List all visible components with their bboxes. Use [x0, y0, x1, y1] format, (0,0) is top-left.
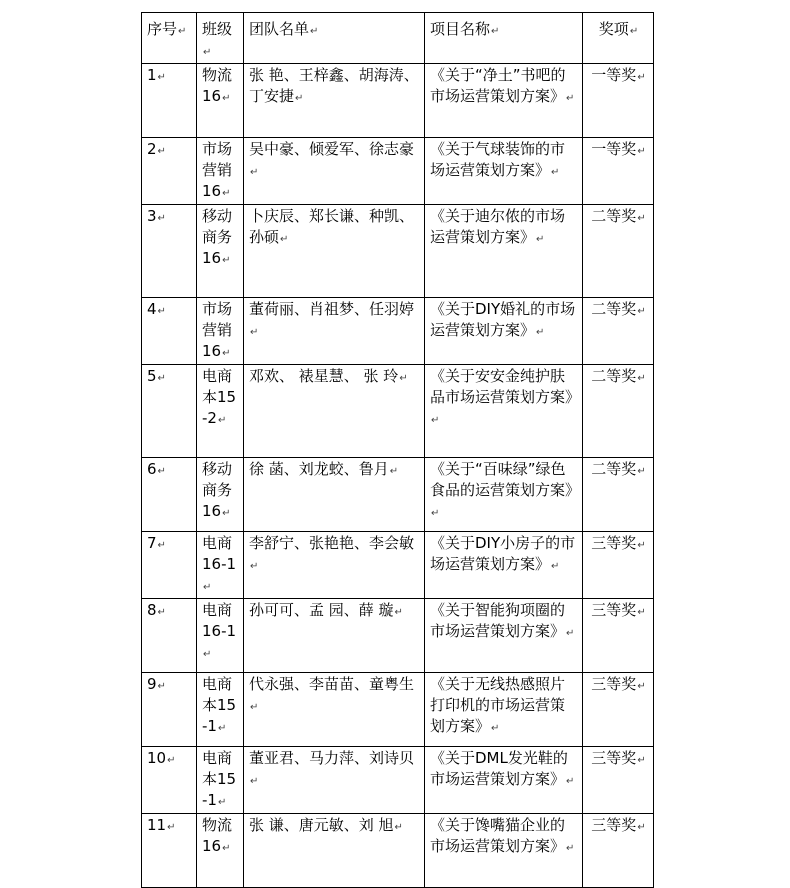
row-team: 张 谦、唐元敏、刘 旭↵ [244, 814, 425, 888]
table-row [142, 298, 654, 365]
row-project: 《关于气球装饰的市场运营策划方案》↵ [425, 138, 583, 205]
row-project: 《关于安安金纯护肤品市场运营策划方案》↵ [425, 365, 583, 458]
row-team: 董亚君、马力萍、刘诗贝↵ [244, 747, 425, 814]
row-number: 7↵ [142, 532, 197, 599]
row-number: 4↵ [142, 298, 197, 365]
row-project: 《关于“净土”书吧的市场运营策划方案》↵ [425, 64, 583, 138]
row-project: 《关于DML发光鞋的市场运营策划方案》↵ [425, 747, 583, 814]
row-team: 吴中豪、倾爱军、徐志豪↵ [244, 138, 425, 205]
row-class: 电商16-1↵ [197, 599, 244, 673]
row-award: 二等奖↵ [583, 205, 654, 298]
row-class: 市场营销16↵ [197, 138, 244, 205]
row-class: 物流16↵ [197, 64, 244, 138]
header-project: 项目名称↵ [425, 13, 583, 64]
table-row [142, 205, 654, 298]
row-class: 电商本15-1↵ [197, 673, 244, 747]
row-class: 移动商务16↵ [197, 458, 244, 532]
row-award: 三等奖↵ [583, 673, 654, 747]
table-row [142, 458, 654, 532]
row-award: 二等奖↵ [583, 458, 654, 532]
header-row [142, 13, 654, 64]
header-class: 班级↵ [197, 13, 244, 64]
row-class: 市场营销16↵ [197, 298, 244, 365]
row-number: 6↵ [142, 458, 197, 532]
row-team: 李舒宁、张艳艳、李会敏↵ [244, 532, 425, 599]
table-row [142, 365, 654, 458]
row-award: 三等奖↵ [583, 599, 654, 673]
row-project: 《关于迪尔侬的市场运营策划方案》↵ [425, 205, 583, 298]
header-team: 团队名单↵ [244, 13, 425, 64]
row-number: 3↵ [142, 205, 197, 298]
row-award: 二等奖↵ [583, 298, 654, 365]
row-number: 9↵ [142, 673, 197, 747]
row-team: 董荷丽、肖祖梦、任羽婷↵ [244, 298, 425, 365]
row-project: 《关于无线热感照片打印机的市场运营策划方案》↵ [425, 673, 583, 747]
row-class: 电商本15-1↵ [197, 747, 244, 814]
row-award: 三等奖↵ [583, 532, 654, 599]
row-team: 徐 菡、刘龙蛟、鲁月↵ [244, 458, 425, 532]
row-number: 2↵ [142, 138, 197, 205]
row-project: 《关于智能狗项圈的市场运营策划方案》↵ [425, 599, 583, 673]
row-number: 8↵ [142, 599, 197, 673]
row-team: 卜庆辰、郑长谦、种凯、孙硕↵ [244, 205, 425, 298]
table-row [142, 747, 654, 814]
header-no: 序号↵ [142, 13, 197, 64]
row-number: 5↵ [142, 365, 197, 458]
row-award: 二等奖↵ [583, 365, 654, 458]
row-class: 物流16↵ [197, 814, 244, 888]
table-row [142, 673, 654, 747]
table-row [142, 599, 654, 673]
row-award: 三等奖↵ [583, 747, 654, 814]
row-number: 11↵ [142, 814, 197, 888]
header-award: 奖项↵ [583, 13, 654, 64]
row-team: 邓欢、 裱星慧、 张 玲↵ [244, 365, 425, 458]
table-row [142, 532, 654, 599]
row-project: 《关于DIY小房子的市场运营策划方案》↵ [425, 532, 583, 599]
row-project: 《关于DIY婚礼的市场运营策划方案》↵ [425, 298, 583, 365]
row-project: 《关于馋嘴猫企业的市场运营策划方案》↵ [425, 814, 583, 888]
row-team: 孙可可、孟 园、薛 璇↵ [244, 599, 425, 673]
row-award: 一等奖↵ [583, 64, 654, 138]
row-team: 张 艳、王梓鑫、胡海涛、丁安捷↵ [244, 64, 425, 138]
row-team: 代永强、李苗苗、童粤生↵ [244, 673, 425, 747]
row-number: 10↵ [142, 747, 197, 814]
row-number: 1↵ [142, 64, 197, 138]
table-row [142, 64, 654, 138]
awards-table [141, 12, 654, 888]
row-class: 电商本15-2↵ [197, 365, 244, 458]
row-class: 移动商务16↵ [197, 205, 244, 298]
row-award: 三等奖↵ [583, 814, 654, 888]
row-award: 一等奖↵ [583, 138, 654, 205]
table-row [142, 138, 654, 205]
row-class: 电商16-1↵ [197, 532, 244, 599]
row-project: 《关于“百味绿”绿色食品的运营策划方案》↵ [425, 458, 583, 532]
